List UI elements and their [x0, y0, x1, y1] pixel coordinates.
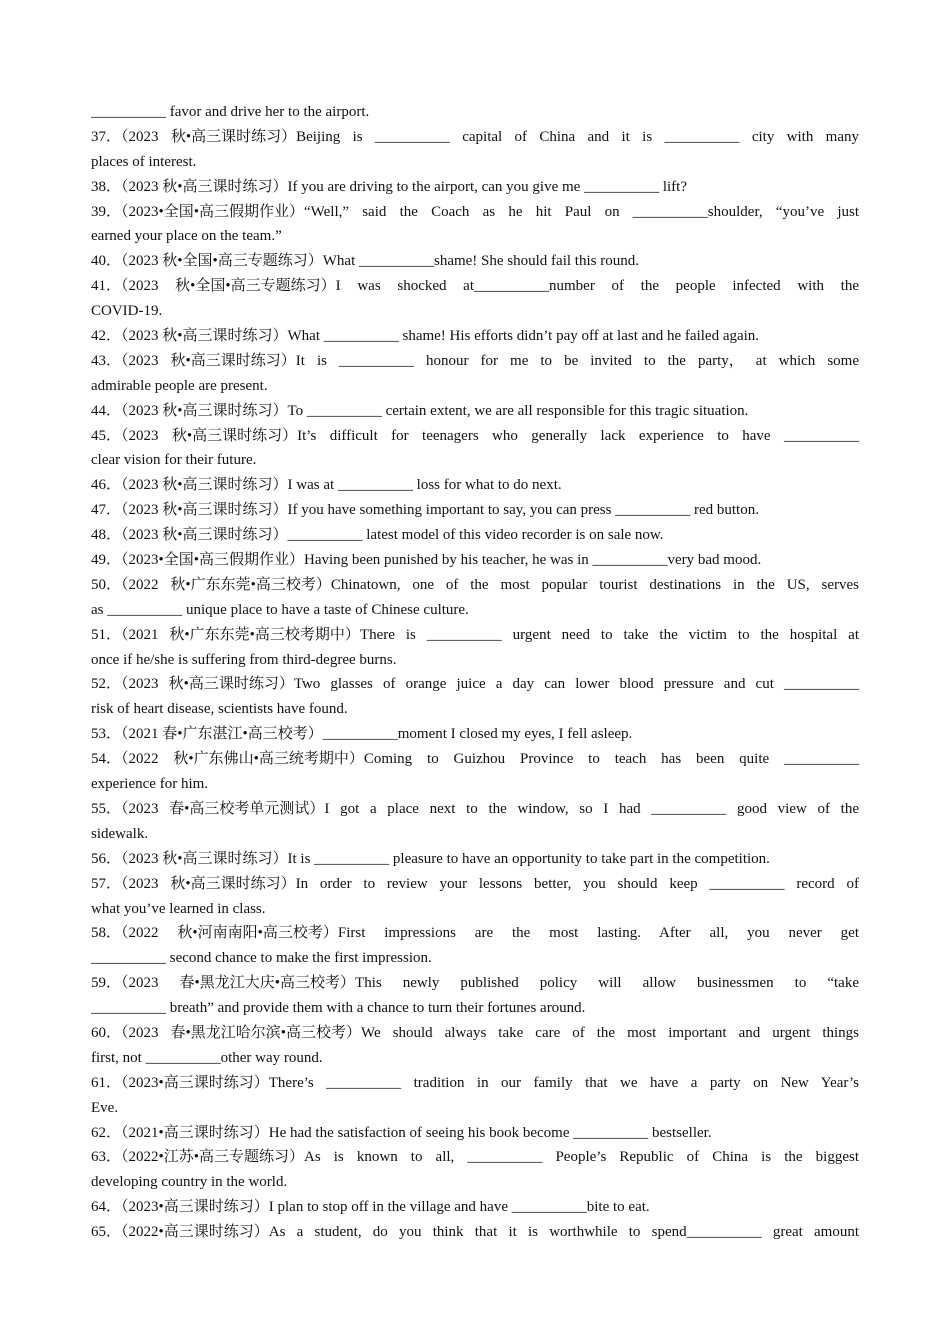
text-line: COVID-19. [91, 303, 163, 320]
text-line: 56．（2023 秋•高三课时练习）It is __________ pleasure to have an opportunity to take part in the competition. [91, 850, 770, 867]
text-line: 54．（2022 秋•广东佛山•高三统考期中）Coming to Guizhou Province to teach has been quite __________ [91, 751, 859, 768]
text-line: clear vision for their future. [91, 452, 257, 469]
text-line: 47．（2023 秋•高三课时练习）If you have something important to say, you can press __________ red button. [91, 502, 759, 519]
text-line: 59．（2023 春•黑龙江大庆•高三校考）This newly published policy will allow businessmen to “take [91, 975, 859, 992]
text-line: 38．（2023 秋•高三课时练习）If you are driving to the airport, can you give me __________ lift? [91, 178, 687, 195]
text-line: 40．（2023 秋•全国•高三专题练习）What __________shame! She should fail this round. [91, 253, 639, 270]
text-line: first, not __________other way round. [91, 1049, 323, 1066]
exercise-page [91, 100, 859, 1245]
text-line: 58．（2022 秋•河南南阳•高三校考）First impressions are the most lasting. After all, you never get [91, 925, 859, 942]
text-line: 53．（2021 春•广东湛江•高三校考）__________moment I closed my eyes, I fell asleep. [91, 726, 633, 743]
text-line: once if he/she is suffering from third-degree burns. [91, 651, 397, 668]
text-line: 60．（2023 春•黑龙江哈尔滨•高三校考）We should always take care of the most important and urgent things [91, 1024, 859, 1041]
text-line: 41．（2023 秋•全国•高三专题练习）I was shocked at__________number of the people infected with the [91, 278, 859, 295]
text-line: earned your place on the team.” [91, 228, 282, 245]
text-line: what you’ve learned in class. [91, 900, 266, 917]
text-line: 64．（2023•高三课时练习）I plan to stop off in the village and have __________bite to eat. [91, 1199, 650, 1216]
text-line: 61．（2023•高三课时练习）There’s __________ tradition in our family that we have a party on New Year’s [91, 1074, 859, 1091]
text-line: 52．（2023 秋•高三课时练习）Two glasses of orange juice a day can lower blood pressure and cut __________ [91, 676, 859, 693]
text-line: 55．（2023 春•高三校考单元测试）I got a place next to the window, so I had __________ good view of the [91, 800, 859, 817]
text-line: 44．（2023 秋•高三课时练习）To __________ certain extent, we are all responsible for this tragic situation. [91, 402, 749, 419]
text-line: 65．（2022•高三课时练习）As a student, do you think that it is worthwhile to spend__________ great amount [91, 1224, 859, 1241]
text-line: 42．（2023 秋•高三课时练习）What __________ shame! His efforts didn’t pay off at last and he failed again. [91, 328, 760, 345]
text-line: 62．（2021•高三课时练习）He had the satisfaction of seeing his book become __________ bestseller. [91, 1124, 712, 1141]
text-line: experience for him. [91, 776, 209, 793]
text-line: 37．（2023 秋•高三课时练习）Beijing is __________ capital of China and it is __________ city with many [91, 128, 859, 145]
text-line: __________ favor and drive her to the airport. [91, 104, 370, 120]
text-line: 51．（2021 秋•广东东莞•高三校考期中）There is __________ urgent need to take the victim to the hospital at [91, 626, 859, 643]
text-line: Eve. [91, 1099, 119, 1116]
text-line: 50．（2022 秋•广东东莞•高三校考）Chinatown, one of the most popular tourist destinations in the US, serves [91, 576, 859, 593]
text-line: __________ breath” and provide them with a chance to turn their fortunes around. [91, 1000, 586, 1017]
text-line: 57．（2023 秋•高三课时练习）In order to review your lessons better, you should keep __________ record of [91, 875, 859, 892]
text-line: 46．（2023 秋•高三课时练习）I was at __________ loss for what to do next. [91, 477, 562, 494]
text-line: 45．（2023 秋•高三课时练习）It’s difficult for teenagers who generally lack experience to have __________ [91, 427, 859, 444]
text-line: __________ second chance to make the first impression. [91, 950, 432, 967]
text-line: admirable people are present. [91, 377, 268, 394]
text-line: 48．（2023 秋•高三课时练习）__________ latest model of this video recorder is on sale now. [91, 527, 664, 544]
text-line: 39．（2023•全国•高三假期作业）“Well,” said the Coach as he hit Paul on __________shoulder, “you’ve just [91, 203, 859, 220]
text-line: as __________ unique place to have a taste of Chinese culture. [91, 601, 469, 618]
text-line: developing country in the world. [91, 1174, 288, 1191]
text-line: 49．（2023•全国•高三假期作业）Having been punished by his teacher, he was in __________very bad mood. [91, 552, 762, 569]
text-line: risk of heart disease, scientists have found. [91, 701, 348, 718]
text-line: 43．（2023 秋•高三课时练习）It is __________ honour for me to be invited to the party， at which some [91, 352, 859, 369]
text-line: places of interest. [91, 153, 197, 170]
text-line: sidewalk. [91, 825, 149, 842]
text-line: 63．（2022•江苏•高三专题练习）As is known to all, __________ People’s Republic of China is the biggest [91, 1149, 859, 1166]
